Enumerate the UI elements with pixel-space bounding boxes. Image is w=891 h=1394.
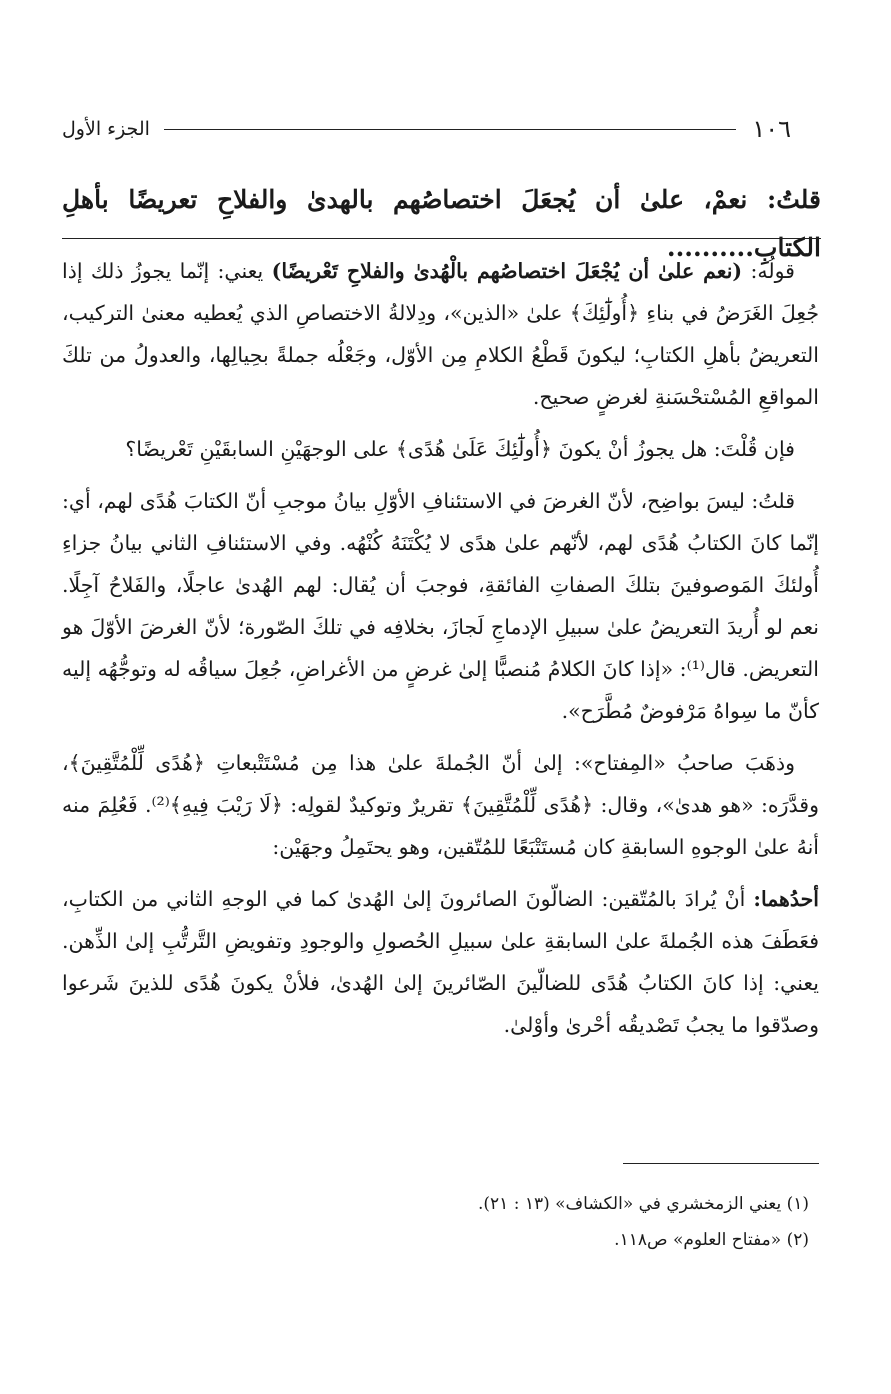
footnote-separator	[623, 1163, 819, 1164]
commentary-body	[62, 250, 819, 1056]
footnote-2: (٢) «مفتاح العلوم» ص١١٨.	[614, 1230, 809, 1250]
paragraph-5-text: أنْ يُرادَ بالمُتّقين: الضالّونَ الصائرونَ إلىٰ الهُدىٰ كما في الوجهِ الثاني من الكتابِ، فعَطَفَ هذه الجُملةَ علىٰ السابقةِ علىٰ سبيلِ الحُصولِ والوجودِ وتفويضِ التَّرتُّبِ إلىٰ الذِّهن. يعني: إذا كانَ الكتابُ هُدًى للضالّينَ الصّائرينَ إلىٰ الهُدىٰ، فلأنْ يكونَ هُدًى للذينَ شَرعوا وصدّقوا ما يجبُ تَصْديقُه أحْرىٰ وأوْلىٰ.	[62, 887, 819, 1037]
paragraph-3: قلتُ: ليسَ بواضِح، لأنّ الغرضَ في الاستئنافِ الأوّلِ بيانُ موجبِ أنّ الكتابَ هُدًى لهم، أي: إنّما كانَ الكتابُ هُدًى لهم، لأنّهم علىٰ هدًى لا يُكْتَنَهُ كُنْهُه. وفي الاستئنافِ الثاني بيانُ جزاءِ أُولئكَ المَوصوفينَ بتلكَ الصفاتِ الفائقةِ، فوجبَ أن يُقال: لهم الهُدىٰ عاجلًا، والفَلاحُ آجِلًا. نعم لو أُريدَ التعريضُ علىٰ سبيلِ الإدماجِ لَجازَ، بخلافِه في تلكَ الصّورة؛ لأنّ الغرضَ الأوّلَ هو التعريض. قال⁽¹⁾: «إذا كانَ الكلامُ مُنصبًّا إلىٰ غرضٍ من الأغراضِ، جُعِلَ سياقُه له وتوجُّهُه إليه كأنّ ما سِواهُ مَرْفوضٌ مُطَّرَح».	[62, 489, 819, 723]
footnotes	[62, 1186, 809, 1258]
paragraph-5-lead: أحدُهما:	[753, 887, 819, 911]
paragraph-5	[62, 878, 819, 1046]
header-rule	[164, 129, 736, 130]
paragraph-2: فإن قُلْتَ: هل يجوزُ أنْ يكونَ ﴿أُولَٰٓئِكَ عَلَىٰ هُدًى﴾ على الوجهَيْنِ السابقَيْنِ تَعْريضًا؟	[125, 437, 795, 461]
paragraph-1-lead: قولُه:	[742, 259, 795, 283]
paragraph-4: وذهَبَ صاحبُ «المِفتاح»: إلىٰ أنّ الجُملةَ علىٰ هذا مِن مُسْتَتْبعاتِ ﴿هُدًى لِّلْمُتَّقِينَ﴾، وقدَّرَه: «هو هدىٰ»، وقال: ﴿هُدًى لِّلْمُتَّقِينَ﴾ تقريرٌ وتوكيدٌ لقولِه: ﴿لَا رَيْبَ فِيهِ﴾⁽²⁾. فَعُلِمَ منه أنهُ علىٰ الوجوهِ السابقةِ كان مُستَتْبَعًا للمُتّقين، وهو يحتَمِلُ وجهَيْن:	[62, 751, 819, 859]
paragraph-1-text: يعني: إنّما يجوزُ ذلك إذا جُعِلَ الغَرَضُ في بناءِ ﴿أُولَٰٓئِكَ﴾ علىٰ «الذين»، ودِلالةُ الاختصاصِ الذي يُعطيه معنىٰ التركيب، التعريضُ بأهلِ الكتابِ؛ ليكونَ قَطْعُ الكلامِ مِن الأوّل، وجَعْلُه جملةً بحِيالِها، والعدولُ من تلكَ المواقعِ المُسْتحْسَنةِ لغرضٍ صحيح.	[62, 259, 819, 409]
page-number: ١٠٦	[752, 115, 791, 143]
matn-text: قلتُ: نعمْ، علىٰ أن يُجعَلَ اختصاصُهم بالهدىٰ والفلاحِ تعريضًا بأهلِ الكتابِ..........	[62, 185, 821, 262]
matn-separator	[62, 238, 821, 239]
page-header	[62, 112, 791, 146]
paragraph-1	[62, 250, 819, 418]
running-title: الجزء الأول	[62, 118, 150, 140]
paragraph-1-quote: (نعم علىٰ أن يُجْعَلَ اختصاصُهم بالْهُدىٰ والفلاحِ تَعْريضًا)	[271, 259, 743, 283]
footnote-1: (١) يعني الزمخشري في «الكشاف» (١٣ : ٢١).	[478, 1194, 809, 1214]
